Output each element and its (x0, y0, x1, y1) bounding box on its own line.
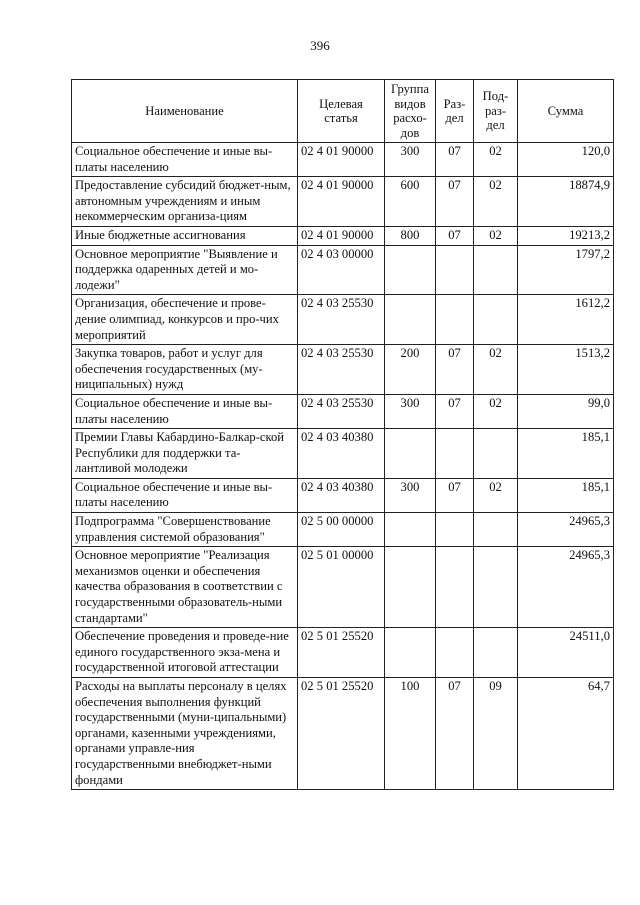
cell-name: Социальное обеспечение и иные вы-платы населению (72, 394, 298, 428)
page-number: 396 (310, 38, 330, 53)
cell-name: Расходы на выплаты персоналу в целях обеспечения выполнения функций государственными (муни-ципальными) органами, казенными учреждениями, органами управле-ния государственными внебюджет-ными фондами (72, 678, 298, 790)
header-subsection: Под- раз- дел (474, 80, 518, 143)
cell-code: 02 5 01 25520 (298, 628, 385, 678)
table-body (72, 143, 614, 790)
cell-group (385, 429, 436, 479)
cell-group (385, 245, 436, 295)
table-row (72, 177, 614, 227)
cell-group: 200 (385, 345, 436, 395)
cell-group (385, 547, 436, 628)
table-row (72, 226, 614, 245)
table-row (72, 513, 614, 547)
cell-code: 02 4 01 90000 (298, 177, 385, 227)
cell-sum: 64,7 (518, 678, 614, 790)
cell-section: 07 (436, 678, 474, 790)
cell-name: Основное мероприятие "Реализация механизмов оценки и обеспечения качества образования в соответствии с государственными образователь-ными стандартами" (72, 547, 298, 628)
cell-subsection (474, 513, 518, 547)
cell-name: Подпрограмма "Совершенствование управления системой образования" (72, 513, 298, 547)
cell-subsection: 02 (474, 394, 518, 428)
cell-group (385, 295, 436, 345)
cell-code: 02 4 01 90000 (298, 226, 385, 245)
cell-name: Обеспечение проведения и проведе-ние единого государственного экза-мена и государственной итоговой аттестации (72, 628, 298, 678)
cell-section: 07 (436, 226, 474, 245)
cell-section: 07 (436, 478, 474, 512)
cell-group: 300 (385, 394, 436, 428)
cell-name: Иные бюджетные ассигнования (72, 226, 298, 245)
cell-code: 02 4 03 25530 (298, 345, 385, 395)
cell-name: Премии Главы Кабардино-Балкар-ской Республики для поддержки та-лантливой молодежи (72, 429, 298, 479)
cell-sum: 1513,2 (518, 345, 614, 395)
table-row (72, 345, 614, 395)
cell-code: 02 4 03 40380 (298, 429, 385, 479)
cell-group: 300 (385, 143, 436, 177)
header-section: Раз- дел (436, 80, 474, 143)
cell-sum: 1612,2 (518, 295, 614, 345)
cell-code: 02 4 03 25530 (298, 295, 385, 345)
table-header-row (72, 80, 614, 143)
cell-name: Организация, обеспечение и прове-дение олимпиад, конкурсов и про-чих мероприятий (72, 295, 298, 345)
cell-sum: 24511,0 (518, 628, 614, 678)
cell-sum: 18874,9 (518, 177, 614, 227)
cell-subsection (474, 429, 518, 479)
table-row (72, 628, 614, 678)
cell-code: 02 5 01 25520 (298, 678, 385, 790)
cell-code: 02 5 01 00000 (298, 547, 385, 628)
cell-section (436, 295, 474, 345)
cell-sum: 19213,2 (518, 226, 614, 245)
table-row (72, 547, 614, 628)
cell-subsection (474, 245, 518, 295)
cell-name: Закупка товаров, работ и услуг для обеспечения государственных (му-ниципальных) нужд (72, 345, 298, 395)
table-row (72, 478, 614, 512)
cell-section (436, 547, 474, 628)
cell-section: 07 (436, 394, 474, 428)
cell-subsection: 02 (474, 143, 518, 177)
budget-table (71, 79, 614, 790)
cell-section (436, 245, 474, 295)
header-name: Наименование (72, 80, 298, 143)
header-sum: Сумма (518, 80, 614, 143)
cell-sum: 120,0 (518, 143, 614, 177)
cell-subsection: 09 (474, 678, 518, 790)
cell-name: Социальное обеспечение и иные вы-платы населению (72, 478, 298, 512)
cell-section (436, 513, 474, 547)
cell-section: 07 (436, 345, 474, 395)
cell-subsection (474, 547, 518, 628)
cell-group: 800 (385, 226, 436, 245)
cell-name: Социальное обеспечение и иные вы-платы населению (72, 143, 298, 177)
cell-group (385, 628, 436, 678)
cell-code: 02 4 03 25530 (298, 394, 385, 428)
cell-subsection: 02 (474, 177, 518, 227)
cell-sum: 24965,3 (518, 547, 614, 628)
header-code: Целевая статья (298, 80, 385, 143)
cell-sum: 185,1 (518, 478, 614, 512)
cell-section (436, 628, 474, 678)
cell-sum: 99,0 (518, 394, 614, 428)
cell-code: 02 5 00 00000 (298, 513, 385, 547)
cell-section: 07 (436, 143, 474, 177)
cell-subsection (474, 295, 518, 345)
cell-code: 02 4 03 40380 (298, 478, 385, 512)
table-row (72, 429, 614, 479)
cell-name: Основное мероприятие "Выявление и поддержка одаренных детей и мо-лодежи" (72, 245, 298, 295)
table-row (72, 394, 614, 428)
cell-subsection (474, 628, 518, 678)
cell-subsection: 02 (474, 478, 518, 512)
cell-section (436, 429, 474, 479)
cell-sum: 185,1 (518, 429, 614, 479)
cell-group: 300 (385, 478, 436, 512)
cell-subsection: 02 (474, 345, 518, 395)
cell-sum: 24965,3 (518, 513, 614, 547)
cell-section: 07 (436, 177, 474, 227)
cell-name: Предоставление субсидий бюджет-ным, автономным учреждениям и иным некоммерческим организа-циям (72, 177, 298, 227)
table-row (72, 678, 614, 790)
cell-group (385, 513, 436, 547)
cell-subsection: 02 (474, 226, 518, 245)
table-row (72, 245, 614, 295)
cell-code: 02 4 01 90000 (298, 143, 385, 177)
header-group: Группа видов расхо- дов (385, 80, 436, 143)
table-row (72, 143, 614, 177)
cell-group: 100 (385, 678, 436, 790)
cell-group: 600 (385, 177, 436, 227)
table-row (72, 295, 614, 345)
cell-sum: 1797,2 (518, 245, 614, 295)
cell-code: 02 4 03 00000 (298, 245, 385, 295)
